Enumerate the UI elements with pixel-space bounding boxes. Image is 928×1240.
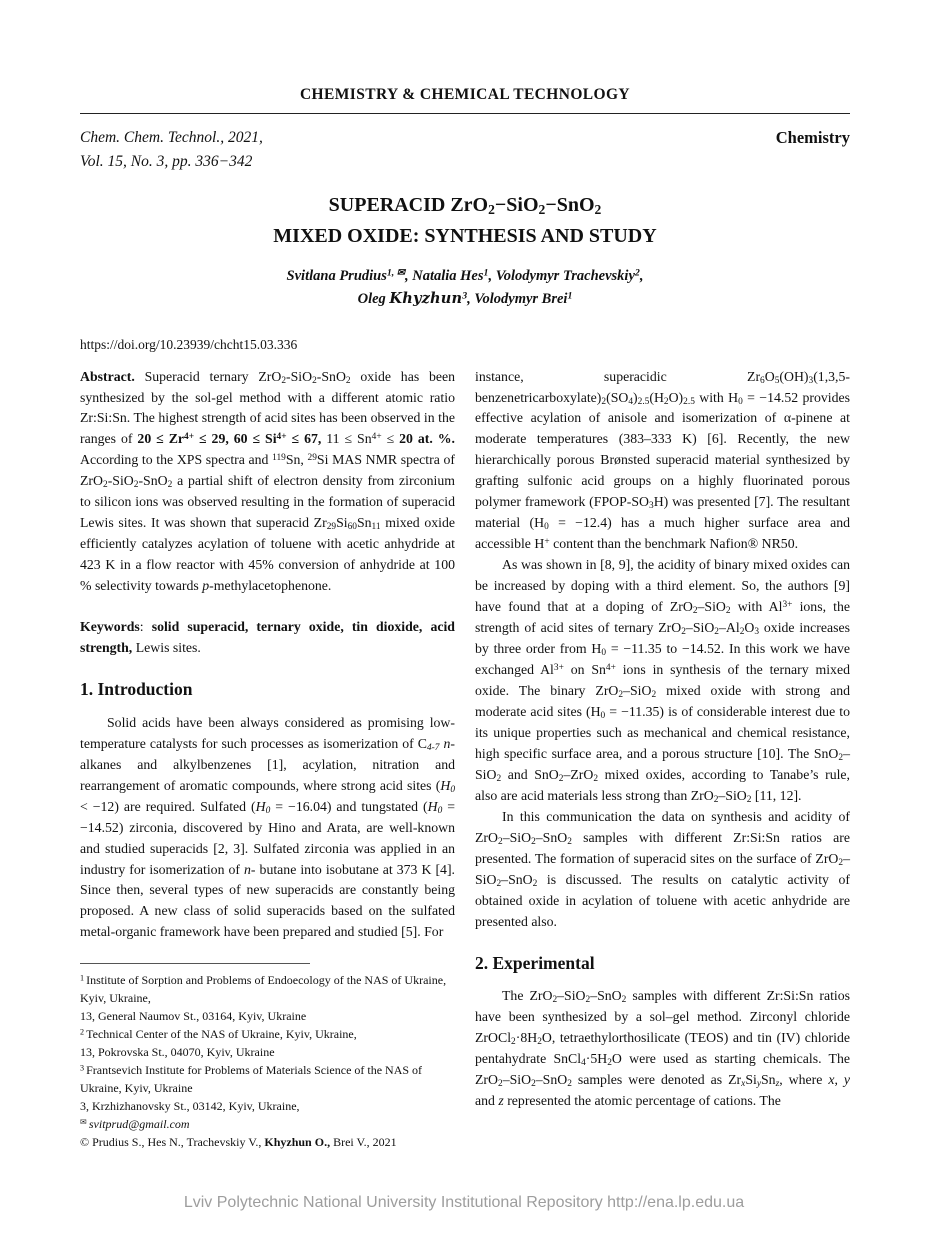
experimental-heading: 2. Experimental: [475, 952, 595, 973]
right-column: [475, 367, 850, 1152]
footnote-rule: [80, 963, 310, 964]
left-column: [80, 367, 455, 1152]
authors-block: [80, 266, 850, 311]
article-title: [80, 190, 850, 252]
body-paragraph-2: As was shown in [8, 9], the acidity of binary mixed oxides can be increased by doping with a third element. So, the authors [9] have found that at a doping of ZrO$_2$–SiO$_2$ with $Al^{3+}$ ions, the strength of acid sites of ternary $ZrO_2-SiO_2-Al_2O_3$ oxide increases by three order from $H_0 = -11.35$ to −14.52. In this work we have exchanged $Al^{3+}$ on $Sn^{4+}$ ions in synthesis of the ternary mixed oxide. The binary ZrO$_2$–SiO$_2$ mixed oxide with strong and moderate acid sites $(H_0 = -11.35)$ is of considerable interest due to its unique properties such as mechanical and chemical resistance, high specific surface area, and a porous structure [10]. The SnO$_2$–SiO$_2$ and SnO$_2$–ZrO$_2$ mixed oxides, according to Tanabe’s rule, also are acid materials less strong than ZrO$_2$–SiO$_2$ [11, 12].: [475, 557, 851, 805]
header-rule: [80, 113, 850, 114]
journal-name: CHEMISTRY & CHEMICAL TECHNOLOGY: [299, 86, 631, 103]
abstract-paragraph: Abstract. Superacid ternary ZrO$_2$-SiO$_2$-SnO$_2$ oxide has been synthesized by the sol-gel method with a different atomic ratio Zr:Si:Sn. The highest strength of acid sites has been observed in the ranges of $20 \le Zr^{4+} \le 29$, $60 \le Si^{4+} \le 67$, $11 \le Sn^{4+} \le 20$ at. %. According to the XPS spectra and $^{119}$Sn, $^{29}$Si MAS NMR spectra of ZrO$_2$-SiO$_2$-SnO$_2$ a partial shift of electron density from zirconium to silicon ions was observed resulting in the formation of superacid Lewis sites. It was shown that superacid $Zr_{29}Si_{60}Sn_{11}$ mixed oxide efficiently catalyzes acylation of toluene with acetic anhydride at 423 K in a flow reactor with 45% conversion of anhydride at 100 % selectivity towards p-methylacetophenone.: [80, 368, 456, 594]
body-paragraph-3: In this communication the data on synthesis and acidity of ZrO$_2$–SiO$_2$–SnO$_2$ samples with different Zr:Si:Sn ratios are presented. The formation of superacid sites on the surface of ZrO$_2$–SiO$_2$–SnO$_2$ is discussed. The results on catalytic activity of obtained oxide in acylation of toluene with acetic anhydride are presented also.: [475, 808, 850, 929]
article-title-line2: MIXED OXIDE: SYNTHESIS AND STUDY: [273, 225, 657, 248]
footnotes-block: $^1$ Institute of Sorption and Problems of Endoecology of the NAS of Ukraine, Kyiv, Ukraine, 13, General Naumov St., 03164, Kyiv, Ukraine $^2$ Technical Center of the NAS of Ukraine, Kyiv, Ukraine, 13, Pokrovska St., 04070, Kyiv, Ukraine $^3$ Frantsevich Institute for Problems of Materials Science of the NAS of Ukraine, Kyiv, Ukraine 3, Krzhizhanovsky St., 03142, Kyiv, Ukraine, ✉ svitprud@gmail.com © Prudius S., Hes N., Trachevskiy V., Khyzhun O., Brei V., 2021: [80, 973, 447, 1150]
doi-link: https://doi.org/10.23939/chcht15.03.336: [80, 336, 298, 352]
body-paragraph-continuation: instance, superacidic $Zr_6O_5(OH)_3(1,3,5-benzenetricarboxylate)_2(SO_4)_{2.5}(H_2O)_{2.5}$ with $H_0 = -14.52$ provides effective acylation of anisole and isomerization of α-pinene at moderate temperatures (383–333 K) [6]. Recently, the new hierarchically porous Brønsted superacid material synthesized by grafting sulfonic acid groups on a highly fluorinated porous polymer framework $(FPOP-SO_3H)$ was presented [7]. The resultant material $(H_0 = -12.4)$ has a much higher surface area and accessible H+ content than the benchmark Nafion® NR50.: [475, 368, 850, 552]
introduction-paragraph: Solid acids have been always considered as promising low-temperature catalysts for such processes as isomerization of $C_{4-7}$ n-alkanes and alkylbenzenes [1], acylation, nitration and rearrangement of aromatic compounds, where strong acid sites $(H_0 < -12)$ are required. Sulfated $(H_0 = -16.04)$ and tungstated $(H_0 = -14.52)$ zirconia, discovered by Hino and Arata, are well-known and studied superacids [2, 3]. Sulfated zirconia was applied in an industry for isomerization of n- butane into isobutane at 373 K [4]. Since then, several types of new superacids are constantly being proposed. A new class of solid superacids based on the sulfated metal-organic framework have been prepared and studied [5]. For: [80, 714, 456, 940]
citation-line1: Chem. Chem. Technol., 2021,: [80, 129, 263, 146]
authors-line1: Svitlana Prudius$^{1, ✉}$, Natalia Hes$^1$, Volodymyr Trachevskiy$^2$,: [286, 267, 644, 285]
two-column-body: [80, 367, 850, 1152]
citation-info: [80, 126, 263, 174]
article-title-line1: SUPERACID ZrO$_2$−SiO$_2$−SnO$_2$: [328, 194, 602, 218]
section-label: Chemistry: [775, 128, 850, 147]
citation-row: [80, 126, 850, 174]
experimental-paragraph: The ZrO$_2$–SiO$_2$–SnO$_2$ samples with different Zr:Si:Sn ratios have been synthesized by a sol–gel method. Zirconyl chloride $ZrOCl_2\cdot 8H_2O$, tetraethylorthosilicate (TEOS) and tin (IV) chloride pentahydrate $SnCl_4\cdot 5H_2O$ were used as starting chemicals. The ZrO$_2$–SiO$_2$–SnO$_2$ samples were denoted as $Zr_xSi_ySn_z$, where x, y and z represented the atomic percentage of cations. The: [475, 988, 851, 1109]
authors-line2: Oleg Khyzhun$^3$, Volodymyr Brei$^1$: [357, 289, 573, 307]
introduction-heading: 1. Introduction: [80, 679, 193, 700]
repository-footer: Lviv Polytechnic National University Institutional Repository http://ena.lp.edu.ua: [183, 1194, 745, 1211]
citation-line2: Vol. 15, No. 3, pp. 336−342: [80, 153, 253, 171]
keywords-paragraph: Keywords: solid superacid, ternary oxide, tin dioxide, acid strength, Lewis sites.: [80, 619, 455, 656]
